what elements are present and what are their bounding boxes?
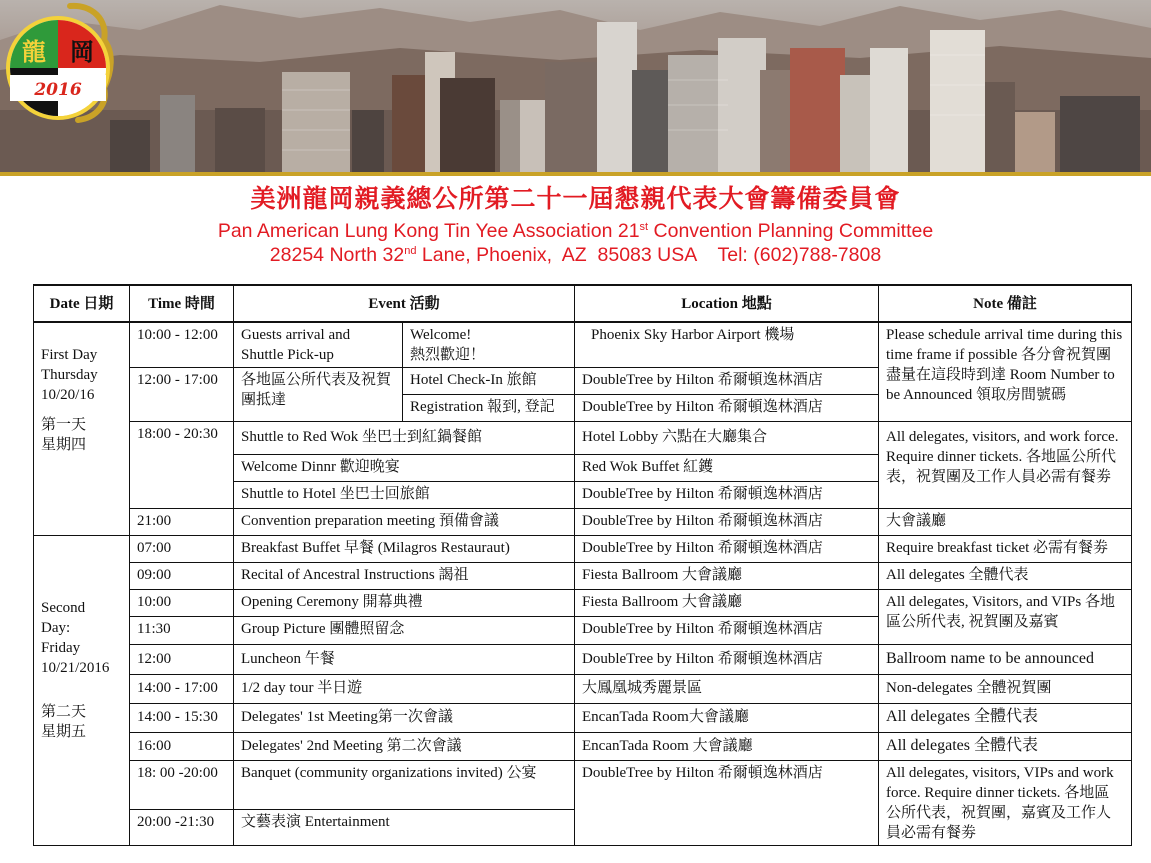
time-cell: 12:00 <box>130 645 234 675</box>
location-cell: EncanTada Room 大會議廳 <box>575 733 879 761</box>
event-cell: Banquet (community organizations invited) 公宴 <box>234 761 575 810</box>
event-cell: Group Picture 團體照留念 <box>234 617 575 645</box>
event-cell: 文藝表演 Entertainment <box>234 809 575 845</box>
city-skyline-banner <box>0 0 1151 176</box>
day2-label-suffix: Day: <box>41 620 71 636</box>
day1-label: First Day <box>41 347 98 363</box>
address-line <box>0 244 1151 267</box>
svg-text:2016: 2016 <box>34 80 82 100</box>
note-cell: Ballroom name to be announced <box>879 645 1132 675</box>
note-cell: Non-delegates 全體祝賀團 <box>879 675 1132 704</box>
skyline-illustration <box>0 0 1151 176</box>
location-cell: Fiesta Ballroom 大會議廳 <box>575 590 879 617</box>
event-cell: Registration 報到, 登記 <box>403 395 575 422</box>
day2-date-cell <box>34 536 130 846</box>
table-row <box>34 563 1132 590</box>
table-row <box>34 536 1132 563</box>
day2-weekday-zh: 星期五 <box>41 724 87 740</box>
event-cell: Shuttle to Red Wok 坐巴士到紅鍋餐館 <box>234 422 575 455</box>
note-cell: All delegates, Visitors, and VIPs 各地區公所代表, 祝賀團及嘉賓 <box>879 590 1132 645</box>
header-location: Location 地點 <box>575 285 879 322</box>
location-cell: DoubleTree by Hilton 希爾頓逸林酒店 <box>575 536 879 563</box>
day2-weekday: Friday <box>41 640 81 656</box>
header-time: Time 時間 <box>130 285 234 322</box>
time-cell: 09:00 <box>130 563 234 590</box>
table-row <box>34 733 1132 761</box>
table-row <box>34 761 1132 810</box>
location-cell: EncanTada Room大會議廳 <box>575 704 879 733</box>
day1-weekday-zh: 星期四 <box>41 437 87 453</box>
day2-date: 10/21/2016 <box>41 660 110 676</box>
svg-text:龍: 龍 <box>22 38 46 66</box>
day1-date-cell <box>34 322 130 536</box>
note-cell: 大會議廳 <box>879 509 1132 536</box>
location-cell: DoubleTree by Hilton 希爾頓逸林酒店 <box>575 617 879 645</box>
header-row <box>34 285 1132 322</box>
location-cell: DoubleTree by Hilton 希爾頓逸林酒店 <box>575 395 879 422</box>
location-cell: DoubleTree by Hilton 希爾頓逸林酒店 <box>575 482 879 509</box>
title-english-main: Pan American Lung Kong Tin Yee Association 21 <box>217 220 640 242</box>
time-cell: 12:00 - 17:00 <box>130 368 234 422</box>
day2-label: Second <box>41 600 86 616</box>
time-cell: 16:00 <box>130 733 234 761</box>
note-cell: All delegates 全體代表 <box>879 733 1132 761</box>
day1-label-zh: 第一天 <box>41 417 87 433</box>
table-row <box>34 322 1132 368</box>
event-cell: Guests arrival and Shuttle Pick-up <box>234 322 403 368</box>
address-street: 28254 North 32 <box>269 244 405 266</box>
time-cell: 21:00 <box>130 509 234 536</box>
note-cell: Please schedule arrival time during this time frame if possible 各分會祝賀團盡量在這段時到達 Room Number to be Announced 領取房間號碼 <box>879 322 1132 422</box>
event-cell: Opening Ceremony 開幕典禮 <box>234 590 575 617</box>
time-cell: 11:30 <box>130 617 234 645</box>
table-row <box>34 704 1132 733</box>
ordinal-suffix: st <box>639 221 649 233</box>
note-cell: All delegates, visitors, and work force. Require dinner tickets. 各地區公所代表，祝賀團及工作人員必需有餐劵 <box>879 422 1132 509</box>
location-cell: DoubleTree by Hilton 希爾頓逸林酒店 <box>575 761 879 846</box>
schedule-table <box>33 284 1131 846</box>
note-cell: All delegates 全體代表 <box>879 704 1132 733</box>
time-cell: 14:00 - 15:30 <box>130 704 234 733</box>
title-english-rest: Convention Planning Committee <box>648 220 934 242</box>
day1-date: 10/20/16 <box>41 387 95 403</box>
time-cell: 14:00 - 17:00 <box>130 675 234 704</box>
time-cell: 18: 00 -20:00 <box>130 761 234 810</box>
location-cell: Hotel Lobby 六點在大廳集合 <box>575 422 879 455</box>
location-cell: DoubleTree by Hilton 希爾頓逸林酒店 <box>575 368 879 395</box>
event-cell: Hotel Check-In 旅館 <box>403 368 575 395</box>
address-rest: Lane, Phoenix, AZ 85083 USA Tel: (602)788-7808 <box>416 244 882 266</box>
address-ordinal: nd <box>404 245 417 257</box>
location-cell: Phoenix Sky Harbor Airport 機場 <box>575 322 879 368</box>
location-cell: Red Wok Buffet 紅鑊 <box>575 455 879 482</box>
location-cell: Fiesta Ballroom 大會議廳 <box>575 563 879 590</box>
table-row <box>34 509 1132 536</box>
title-english <box>0 220 1151 243</box>
event-cell: Breakfast Buffet 早餐 (Milagros Restauraut) <box>234 536 575 563</box>
time-cell: 10:00 <box>130 590 234 617</box>
header-event: Event 活動 <box>234 285 575 322</box>
event-cell: 各地區公所代表及祝賀團抵達 <box>234 368 403 422</box>
title-chinese: 美洲龍岡親義總公所第二十一屆懇親代表大會籌備委員會 <box>250 184 901 213</box>
event-cell: 1/2 day tour 半日遊 <box>234 675 575 704</box>
event-cell: Luncheon 午餐 <box>234 645 575 675</box>
event-cell: Convention preparation meeting 預備會議 <box>234 509 575 536</box>
event-cell: Welcome Dinnr 歡迎晚宴 <box>234 455 575 482</box>
association-logo <box>0 0 120 125</box>
table-row <box>34 590 1132 617</box>
table-row <box>34 675 1132 704</box>
header-note: Note 備註 <box>879 285 1132 322</box>
table-row <box>34 422 1132 455</box>
day1-weekday: Thursday <box>41 367 98 383</box>
note-cell: Require breakfast ticket 必需有餐劵 <box>879 536 1132 563</box>
table-row <box>34 645 1132 675</box>
time-cell: 20:00 -21:30 <box>130 809 234 845</box>
svg-text:岡: 岡 <box>70 38 94 66</box>
event-cell: Delegates' 2nd Meeting 第二次會議 <box>234 733 575 761</box>
time-cell: 10:00 - 12:00 <box>130 322 234 368</box>
time-cell: 18:00 - 20:30 <box>130 422 234 509</box>
event-cell: Delegates' 1st Meeting第一次會議 <box>234 704 575 733</box>
location-cell: DoubleTree by Hilton 希爾頓逸林酒店 <box>575 645 879 675</box>
time-cell: 07:00 <box>130 536 234 563</box>
location-cell: DoubleTree by Hilton 希爾頓逸林酒店 <box>575 509 879 536</box>
day2-label-zh: 第二天 <box>41 704 87 720</box>
event-cell: Recital of Ancestral Instructions 謁祖 <box>234 563 575 590</box>
header-date: Date 日期 <box>34 285 130 322</box>
location-cell: 大鳳凰城秀麗景區 <box>575 675 879 704</box>
event-cell: Shuttle to Hotel 坐巴士回旅館 <box>234 482 575 509</box>
event-cell: Welcome! 熱烈歡迎！ <box>403 322 575 368</box>
note-cell: All delegates 全體代表 <box>879 563 1132 590</box>
note-cell: All delegates, visitors, VIPs and work force. Require dinner tickets. 各地區公所代表，祝賀團，嘉賓及工作人員必需有餐劵 <box>879 761 1132 846</box>
